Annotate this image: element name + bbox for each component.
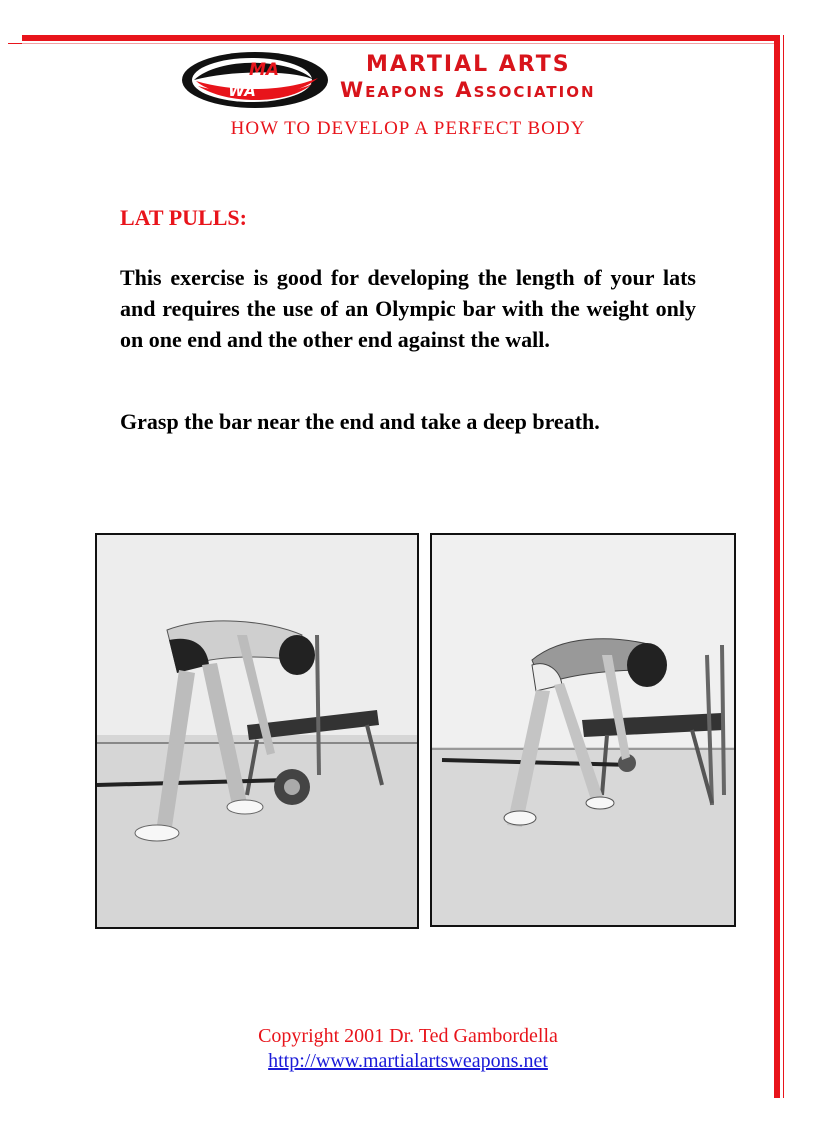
- page-subtitle: HOW TO DEVELOP A PERFECT BODY: [230, 118, 586, 139]
- logo-monogram-top: MA: [248, 60, 280, 80]
- mawa-logo: [180, 50, 640, 112]
- exercise-photo-1: [95, 533, 419, 929]
- copyright-notice: Copyright 2001 Dr. Ted Gambordella: [258, 1025, 558, 1047]
- logo-monogram-bottom: WA: [228, 82, 256, 100]
- page-frame-right: [774, 35, 780, 1098]
- exercise-description: This exercise is good for developing the length of your lats and requires the use of an Olympic bar with the weight only on one end and the other end against the wall.: [120, 265, 696, 352]
- section-title: LAT PULLS:: [120, 205, 247, 230]
- page-frame-top-inner-line: [22, 43, 780, 44]
- exercise-photo-2: [430, 533, 736, 927]
- exercise-instruction: Grasp the bar near the end and take a deep breath.: [120, 409, 600, 434]
- page-frame-right-inner-line: [783, 35, 784, 1098]
- logo-line-2: Weapons Association: [340, 78, 596, 102]
- logo-line-1: MARTIAL ARTS: [366, 52, 571, 77]
- page-frame-top: [22, 35, 780, 41]
- website-link-wrapper: [0, 1050, 816, 1073]
- page-frame-top-left-tick: [8, 43, 22, 44]
- mawa-logo-emblem: [180, 50, 330, 110]
- website-link[interactable]: http://www.martialartsweapons.net: [268, 1050, 548, 1072]
